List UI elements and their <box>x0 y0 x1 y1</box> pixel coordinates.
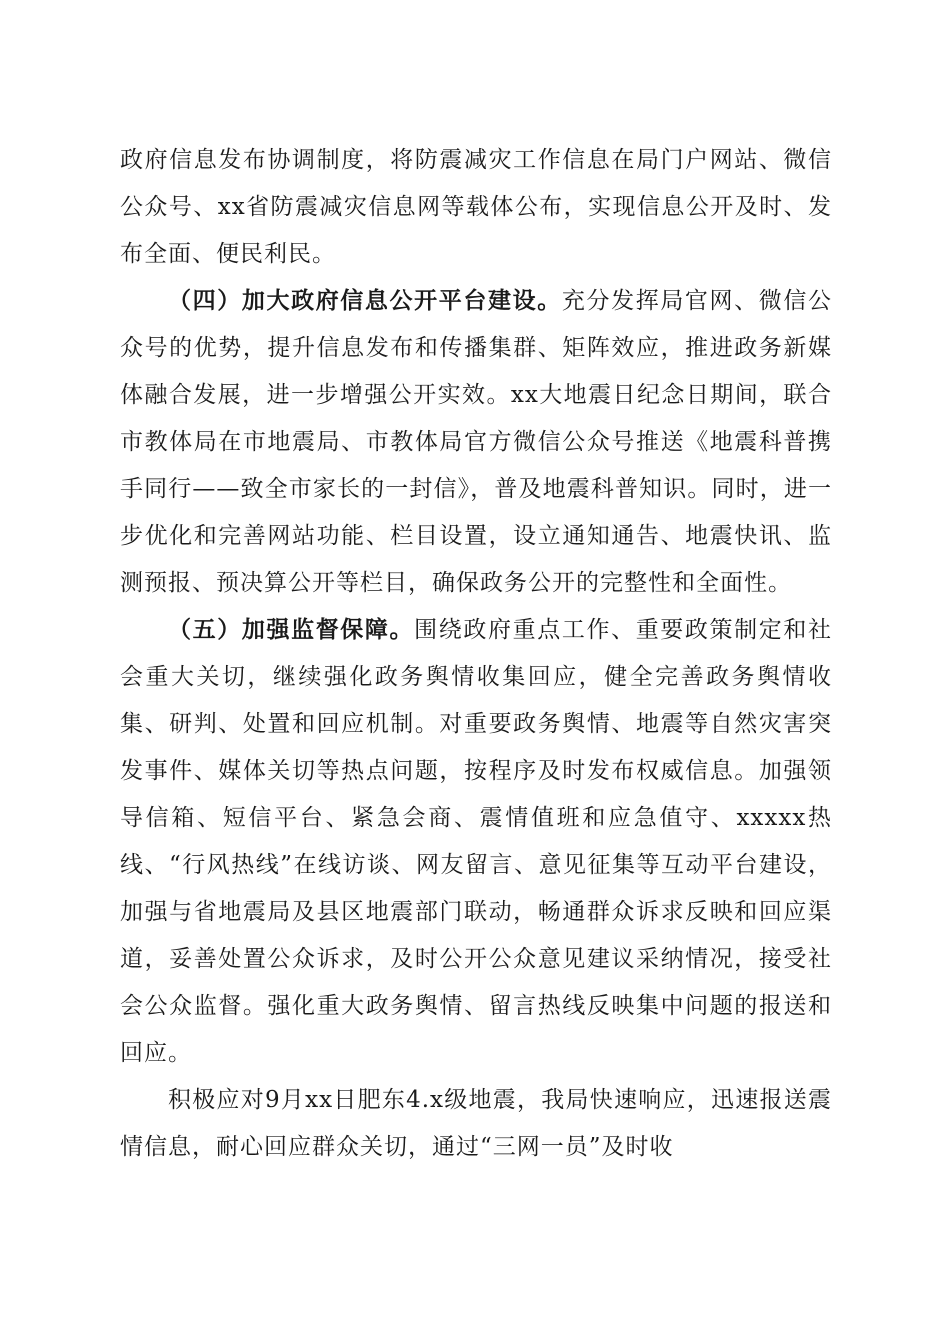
section-heading: （四）加大政府信息公开平台建设。 <box>168 288 562 314</box>
paragraph-text: 充分发挥局官网、微信公众号的优势，提升信息发布和传播集群、矩阵效应，推进政务新媒体融合发展，进一步增强公开实效。xx大地震日纪念日期间，联合市教体局在市地震局、市教体局官方微信公众号推送《地震科普携手同行——致全市家长的一封信》，普及地震科普知识。同时，进一步优化和完善网站功能、栏目设置，设立通知通告、地震快讯、监测预报、预决算公开等栏目，确保政务公开的完整性和全面性。 <box>120 288 833 596</box>
paragraph-section-five <box>120 607 832 1077</box>
section-heading: （五）加强监督保障。 <box>168 617 415 643</box>
paragraph-continuation <box>120 137 832 278</box>
paragraph-text: 积极应对9月xx日肥东4.x级地震，我局快速响应，迅速报送震情信息，耐心回应群众关切，通过“三网一员”及时收 <box>120 1087 832 1160</box>
paragraph-text: 围绕政府重点工作、重要政策制定和社会重大关切，继续强化政务舆情收集回应，健全完善政务舆情收集、研判、处置和回应机制。对重要政务舆情、地震等自然灾害突发事件、媒体关切等热点问题，按程序及时发布权威信息。加强领导信箱、短信平台、紧急会商、震情值班和应急值守、xxxxx热线、“行风热线”在线访谈、网友留言、意见征集等互动平台建设，加强与省地震局及县区地震部门联动，畅通群众诉求反映和回应渠道，妥善处置公众诉求，及时公开公众意见建议采纳情况，接受社会公众监督。强化重大政务舆情、留言热线反映集中问题的报送和回应。 <box>120 617 833 1066</box>
paragraph-section-four <box>120 278 832 607</box>
paragraph-earthquake-response <box>120 1077 832 1171</box>
document-body <box>120 137 832 1171</box>
paragraph-text: 政府信息发布协调制度，将防震减灾工作信息在局门户网站、微信公众号、xx省防震减灾信息网等载体公布，实现信息公开及时、发布全面、便民利民。 <box>120 147 832 267</box>
